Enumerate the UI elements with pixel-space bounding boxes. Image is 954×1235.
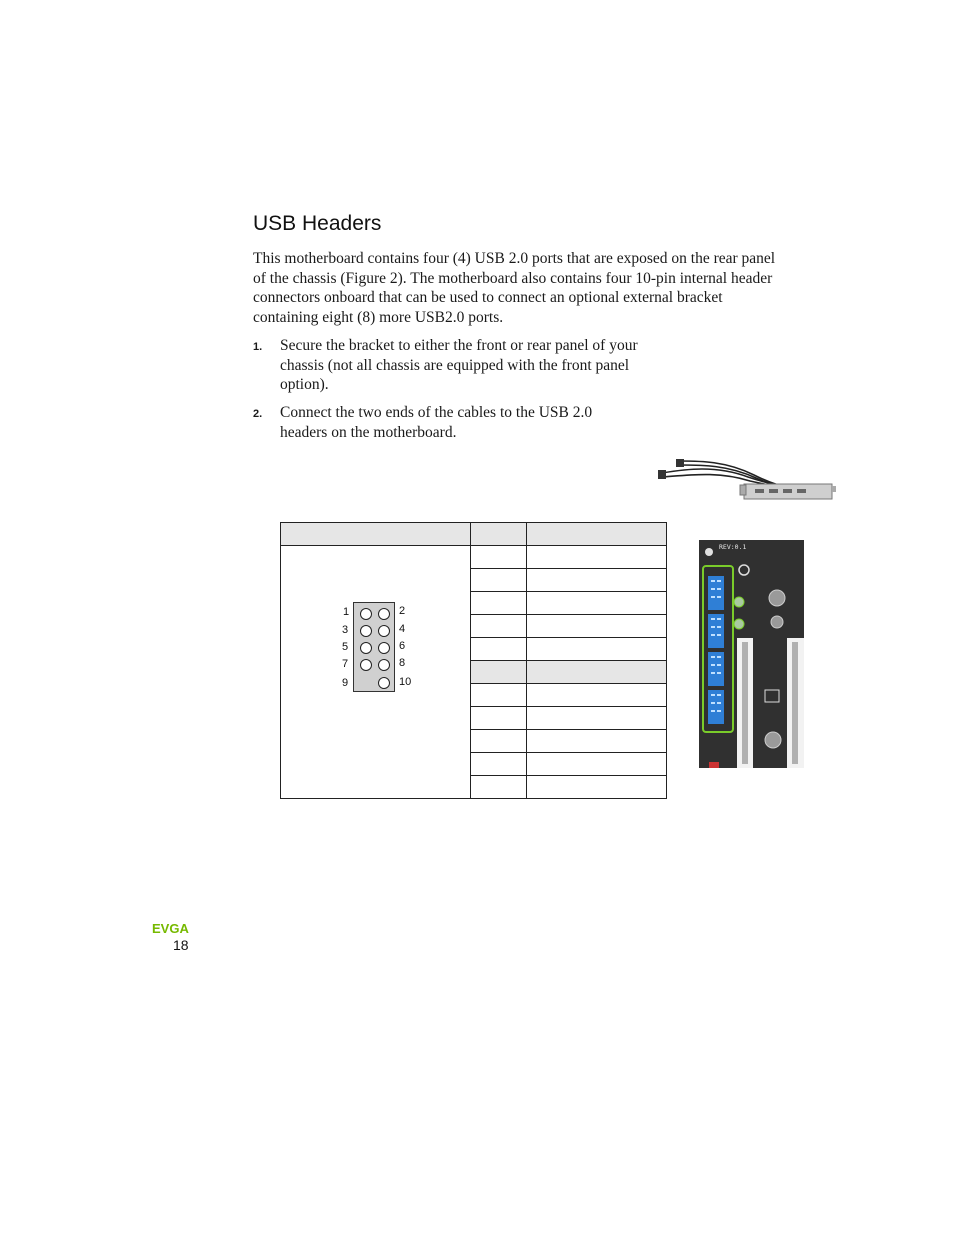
table-cell <box>471 684 527 707</box>
table-cell <box>527 776 667 799</box>
table-cell <box>471 776 527 799</box>
table-cell <box>527 546 667 569</box>
table-header-cell <box>471 523 527 546</box>
pin-label: 10 <box>399 676 412 688</box>
pin-label: 4 <box>399 623 406 635</box>
pin <box>360 625 372 637</box>
table-cell <box>527 638 667 661</box>
pin <box>360 642 372 654</box>
table-cell <box>527 707 667 730</box>
table-cell <box>471 638 527 661</box>
page-number: 18 <box>173 937 189 953</box>
step-number: 1. <box>253 341 263 353</box>
table-cell <box>527 592 667 615</box>
usb-bracket-image <box>656 455 836 503</box>
rev-label: REV:0.1 <box>719 543 747 551</box>
table-cell <box>527 730 667 753</box>
pin-label: 9 <box>342 677 349 689</box>
pin <box>378 625 390 637</box>
table-cell <box>471 592 527 615</box>
pin-label: 8 <box>399 657 406 669</box>
intro-paragraph: This motherboard contains four (4) USB 2.0 ports that are exposed on the rear panel of the chassis (Figure 2). The motherboard also contains four 10-pin internal header connectors onboard that can be used to connect an optional external bracket containing eight (8) more USB2.0 ports. <box>253 250 776 326</box>
pin <box>378 642 390 654</box>
table-cell <box>527 569 667 592</box>
table-cell <box>471 730 527 753</box>
pin <box>360 659 372 671</box>
footer-brand: EVGA <box>152 921 189 936</box>
pinout-table <box>280 522 667 799</box>
table-cell <box>471 569 527 592</box>
pin-label: 2 <box>399 605 406 617</box>
section-title: USB Headers <box>253 212 382 235</box>
table-header-cell <box>527 523 667 546</box>
pin <box>378 608 390 620</box>
table-cell <box>471 615 527 638</box>
pin <box>360 608 372 620</box>
table-cell <box>527 615 667 638</box>
pin-label: 6 <box>399 640 406 652</box>
pin <box>378 677 390 689</box>
table-cell <box>527 753 667 776</box>
pin-label: 1 <box>343 606 350 618</box>
table-cell <box>527 684 667 707</box>
table-cell <box>471 753 527 776</box>
step-1 <box>253 336 643 395</box>
pin-label: 7 <box>342 658 349 670</box>
step-text: Connect the two ends of the cables to the USB 2.0 headers on the motherboard. <box>280 404 593 441</box>
pin-label: 3 <box>342 624 349 636</box>
table-cell <box>471 661 527 684</box>
table-header-cell <box>281 523 471 546</box>
table-row <box>281 546 667 569</box>
table-cell <box>471 707 527 730</box>
table-cell <box>527 661 667 684</box>
step-text: Secure the bracket to either the front or rear panel of your chassis (not all chassis are equipped with the front panel option). <box>280 337 638 393</box>
pin-label: 5 <box>342 641 349 653</box>
step-2 <box>253 403 643 442</box>
table-cell <box>471 546 527 569</box>
pin-diagram-cell <box>281 546 471 799</box>
motherboard-usb-headers-image <box>699 540 804 768</box>
usb-header-pin-diagram <box>337 596 437 696</box>
table-header-row <box>281 523 667 546</box>
pin <box>378 659 390 671</box>
step-number: 2. <box>253 408 263 420</box>
